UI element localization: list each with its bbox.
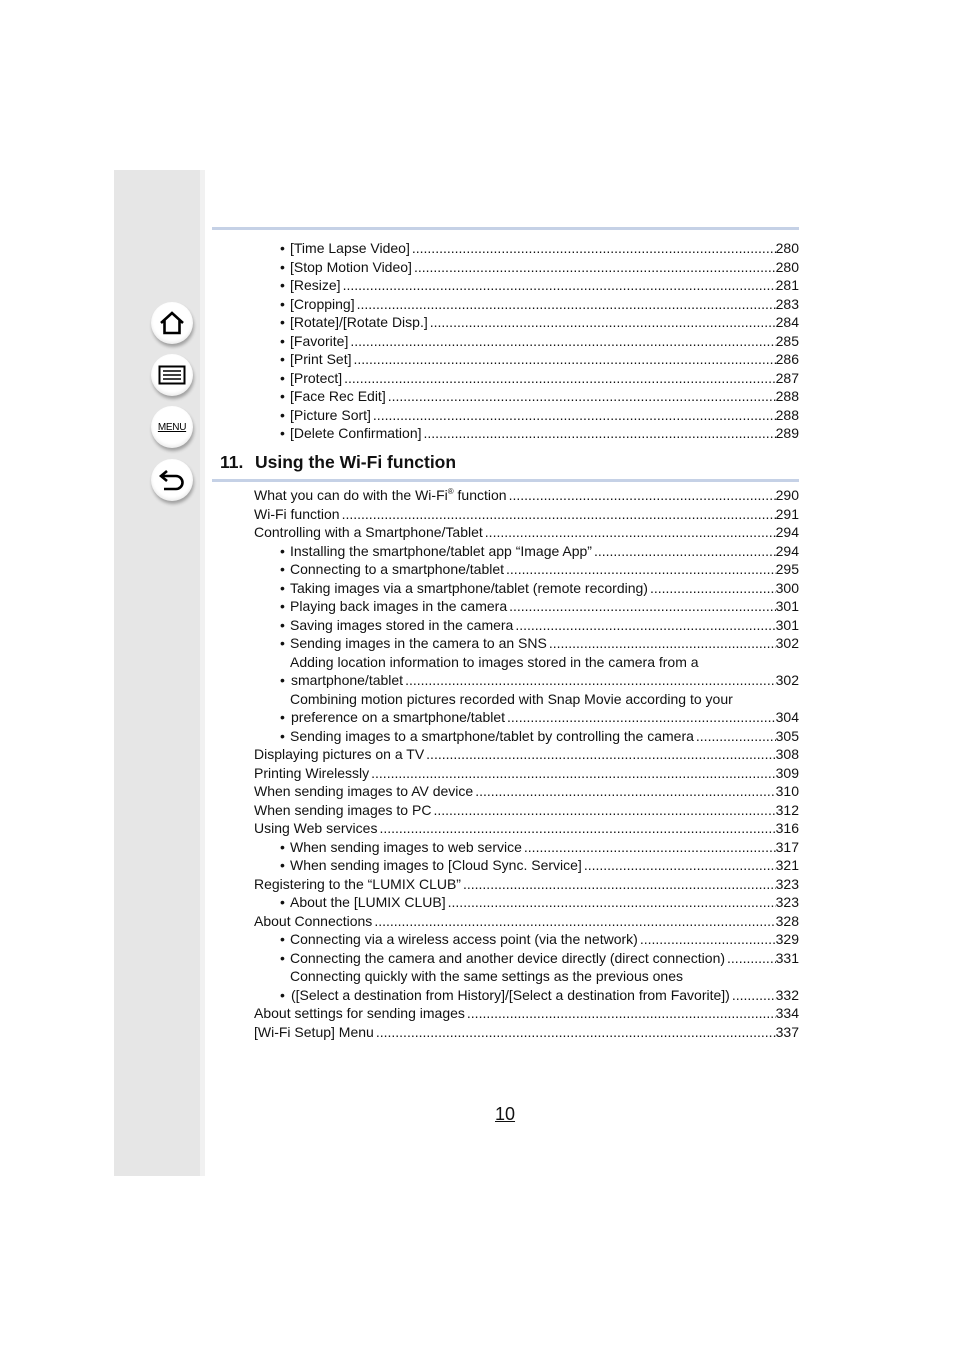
back-arrow-icon [158, 468, 186, 492]
toc-entry-page: 300 [775, 579, 799, 596]
toc-entry[interactable] [254, 616, 799, 635]
dot-leader [371, 764, 776, 783]
dot-leader [424, 424, 776, 443]
toc-entry-text: When sending images to [Cloud Sync. Service] [290, 857, 582, 873]
back-button[interactable] [151, 459, 193, 501]
bullet: • [280, 561, 285, 577]
menu-button[interactable] [151, 406, 193, 448]
dot-leader [515, 616, 775, 635]
dot-leader [344, 369, 776, 388]
toc-entry[interactable] [254, 819, 799, 838]
toc-entry-text: Displaying pictures on a TV [254, 746, 425, 762]
toc-entry-page: 287 [775, 369, 799, 386]
dot-leader [343, 276, 776, 295]
bullet: • [280, 894, 285, 910]
dot-leader [509, 486, 776, 505]
toc-entry[interactable] [254, 313, 799, 332]
toc-entry-page: 317 [775, 838, 799, 855]
toc-entry-text: When sending images to AV device [254, 783, 474, 799]
toc-entry-page: 328 [775, 912, 799, 929]
toc-entry-text: Installing the smartphone/tablet app “Image App” [290, 542, 592, 559]
toc-entry-page: 280 [775, 240, 799, 256]
dot-leader [509, 597, 776, 616]
dot-leader [475, 782, 775, 801]
toc-entry-text: Connecting the camera and another device directly (direct connection) [290, 949, 726, 966]
section-rule [212, 479, 799, 482]
toc-entry-page: 286 [775, 351, 799, 367]
toc-entry-text: Printing Wirelessly [254, 764, 370, 781]
toc-entry[interactable] [254, 727, 799, 746]
toc-entry-text: Sending images in the camera to an SNS [290, 635, 547, 651]
bullet: • [280, 351, 285, 367]
toc-entry[interactable] [254, 782, 799, 801]
toc-entry-text: [Protect] [290, 369, 343, 386]
toc-entry-text: Registering to the “LUMIX CLUB” [254, 875, 461, 892]
toc-entry-page: 310 [775, 783, 799, 799]
toc-entry-text: preference on a smartphone/tablet [291, 709, 506, 725]
registered-mark: ® [447, 487, 454, 496]
toc-entry[interactable] [254, 369, 799, 388]
toc-entry-page: 289 [775, 425, 799, 441]
toc-entry-text: Connecting quickly with the same settings as the previous ones [290, 968, 683, 984]
toc-entry[interactable] [254, 505, 799, 524]
toc-entry-text: [Resize] [290, 277, 341, 293]
toc-list-section [254, 486, 799, 1041]
toc-entry[interactable] [254, 653, 799, 690]
dot-leader [640, 930, 776, 949]
toc-entry-page: 337 [775, 1023, 799, 1040]
toc-entry-text: About Connections [254, 912, 373, 929]
bullet: • [280, 295, 285, 312]
bullet: • [280, 388, 285, 404]
toc-entry-page: 302 [775, 635, 799, 651]
bullet: • [280, 672, 285, 688]
toc-entry-page: 304 [775, 709, 799, 725]
bullet: • [280, 598, 285, 614]
toc-entry[interactable] [254, 239, 799, 258]
toc-entry-page: 285 [775, 332, 799, 349]
toc-entry[interactable] [254, 387, 799, 406]
toc-entry-text: What you can do with the Wi-Fi [254, 487, 448, 503]
toc-entry[interactable] [254, 949, 799, 968]
toc-entry-text: [Delete Confirmation] [290, 425, 422, 441]
dot-leader [426, 745, 775, 764]
section-title: Using the Wi-Fi function [255, 452, 457, 472]
dot-leader [650, 579, 776, 598]
toc-entry[interactable] [254, 523, 799, 542]
toc-entry-text: smartphone/tablet [291, 672, 404, 688]
bullet: • [280, 277, 285, 293]
toc-entry-text: [Stop Motion Video] [290, 258, 412, 275]
bullet: • [280, 258, 285, 275]
toc-entry[interactable] [254, 930, 799, 949]
toc-entry-page: 302 [775, 672, 799, 688]
toc-entry-page: 281 [775, 277, 799, 293]
toc-entry-text: ([Select a destination from History]/[Select a destination from Favorite]) [291, 986, 730, 1003]
dot-leader [353, 350, 775, 369]
toc-entry[interactable] [254, 967, 799, 1004]
dot-leader [732, 986, 776, 1005]
dot-leader [485, 523, 776, 542]
bullet: • [280, 727, 285, 744]
toc-entry-page: 283 [775, 295, 799, 312]
dot-leader [414, 258, 776, 277]
dot-leader [405, 671, 776, 690]
toc-entry-text: Controlling with a Smartphone/Tablet [254, 524, 483, 540]
toc-entry-text: [Time Lapse Video] [290, 240, 410, 256]
top-rule [212, 227, 799, 230]
toc-entry-page: 288 [775, 406, 799, 423]
toc-entry-page: 312 [775, 801, 799, 818]
toc-entry-text: Taking images via a smartphone/tablet (remote recording) [290, 579, 648, 596]
toc-entry[interactable] [254, 690, 799, 727]
toc-entry[interactable] [254, 579, 799, 598]
toc-entry-page: 294 [775, 524, 799, 540]
dot-leader [467, 1004, 776, 1023]
toc-entry-text: When sending images to web service [290, 838, 522, 855]
toc-entry[interactable] [254, 406, 799, 425]
dot-leader [506, 560, 776, 579]
toc-entry-text: Adding location information to images stored in the camera from a [290, 653, 699, 670]
toc-entry[interactable] [254, 745, 799, 764]
dot-leader [388, 387, 776, 406]
dot-leader [412, 239, 776, 258]
dot-leader [342, 505, 776, 524]
bullet: • [280, 369, 285, 386]
bullet: • [280, 931, 285, 947]
toc-entry-page: 323 [775, 875, 799, 892]
bullet: • [280, 332, 285, 349]
toc-entry-text: [Picture Sort] [290, 406, 371, 423]
toc-entry[interactable] [254, 332, 799, 351]
toc-entry-text: Wi-Fi function [254, 505, 340, 522]
toc-entry-page: 288 [775, 388, 799, 404]
toc-entry-page: 284 [775, 314, 799, 330]
toc-entry[interactable] [254, 424, 799, 443]
bullet: • [280, 314, 285, 330]
toc-entry-page: 309 [775, 764, 799, 781]
bullet: • [280, 579, 285, 596]
bullet: • [280, 986, 285, 1003]
toc-entry-text: Using Web services [254, 820, 378, 836]
dot-leader [727, 949, 776, 968]
toc-entry-text: [Favorite] [290, 332, 349, 349]
dot-leader [350, 332, 775, 351]
bullet: • [280, 709, 285, 725]
toc-entry-page: 329 [775, 931, 799, 947]
toc-entry-text: About settings for sending images [254, 1005, 465, 1021]
toc-entry[interactable] [254, 276, 799, 295]
toc-entry-page: 321 [775, 857, 799, 873]
toc-entry[interactable] [254, 912, 799, 931]
toc-entry-text: Saving images stored in the camera [290, 616, 514, 633]
toc-entry-text: [Wi-Fi Setup] Menu [254, 1023, 374, 1040]
dot-leader [379, 819, 775, 838]
toc-entry[interactable] [254, 1023, 799, 1042]
bullet: • [280, 635, 285, 651]
toc-entry[interactable] [254, 838, 799, 857]
bullet: • [280, 838, 285, 855]
toc-entry[interactable] [254, 764, 799, 783]
toc-entry[interactable] [254, 486, 799, 505]
dot-leader [448, 893, 776, 912]
dot-leader [430, 313, 776, 332]
toc-entry-text: When sending images to PC [254, 801, 432, 818]
toc-entry-text: Playing back images in the camera [290, 598, 508, 614]
toc-entry-text: [Print Set] [290, 351, 352, 367]
toc-entry-page: 290 [775, 487, 799, 503]
dot-leader [374, 912, 775, 931]
toc-entry[interactable] [254, 560, 799, 579]
bullet: • [280, 949, 285, 966]
dot-leader [584, 856, 776, 875]
dot-leader [696, 727, 776, 746]
dot-leader [594, 542, 776, 561]
toc-entry-text-after: function [453, 487, 507, 503]
toc-button[interactable] [151, 354, 193, 396]
toc-entry-text: [Rotate]/[Rotate Disp.] [290, 314, 428, 330]
bullet: • [280, 542, 285, 559]
dot-leader [549, 634, 776, 653]
dot-leader [357, 295, 776, 314]
toc-entry-page: 295 [775, 561, 799, 577]
list-icon [158, 365, 186, 385]
toc-entry[interactable] [254, 1004, 799, 1023]
dot-leader [463, 875, 776, 894]
toc-entry-page: 331 [775, 949, 799, 966]
toc-entry[interactable] [254, 875, 799, 894]
dot-leader [376, 1023, 776, 1042]
toc-entry[interactable] [254, 258, 799, 277]
section-heading [220, 451, 456, 473]
toc-entry[interactable] [254, 350, 799, 369]
toc-entry-page: 334 [775, 1005, 799, 1021]
dot-leader [433, 801, 775, 820]
toc-entry[interactable] [254, 801, 799, 820]
toc-entry-page: 316 [775, 820, 799, 836]
home-button[interactable] [151, 302, 193, 344]
bullet: • [280, 616, 285, 633]
menu-label: MENU [157, 421, 187, 433]
bullet: • [280, 425, 285, 441]
dot-leader [507, 708, 776, 727]
section-number: 11. [220, 452, 244, 472]
toc-entry[interactable] [254, 597, 799, 616]
toc-entry-page: 280 [775, 258, 799, 275]
toc-entry-text: About the [LUMIX CLUB] [290, 894, 446, 910]
toc-entry-text: Sending images to a smartphone/tablet by controlling the camera [290, 727, 694, 744]
bullet: • [280, 240, 285, 256]
bullet: • [280, 857, 285, 873]
toc-entry-text: Combining motion pictures recorded with Snap Movie according to your [290, 690, 733, 707]
toc-entry[interactable] [254, 856, 799, 875]
toc-entry-page: 323 [775, 894, 799, 910]
toc-entry-page: 301 [775, 616, 799, 633]
toc-entry[interactable] [254, 295, 799, 314]
toc-list-top [254, 239, 799, 443]
page-number[interactable]: 10 [495, 1104, 516, 1124]
toc-entry-page: 301 [775, 598, 799, 614]
toc-entry-page: 308 [775, 746, 799, 762]
dot-leader [524, 838, 776, 857]
toc-entry[interactable] [254, 542, 799, 561]
toc-entry-text: [Cropping] [290, 295, 355, 312]
toc-entry-text: Connecting via a wireless access point (via the network) [290, 931, 638, 947]
toc-entry-page: 305 [775, 727, 799, 744]
toc-entry-page: 294 [775, 542, 799, 559]
dot-leader [373, 406, 776, 425]
home-icon [158, 310, 186, 336]
toc-entry-text: [Face Rec Edit] [290, 388, 386, 404]
sidebar-edge [200, 170, 205, 1176]
toc-entry-page: 332 [775, 986, 799, 1003]
bullet: • [280, 406, 285, 423]
toc-entry-text: Connecting to a smartphone/tablet [290, 561, 505, 577]
toc-entry-page: 291 [775, 505, 799, 522]
toc-entry[interactable] [254, 893, 799, 912]
toc-entry[interactable] [254, 634, 799, 653]
